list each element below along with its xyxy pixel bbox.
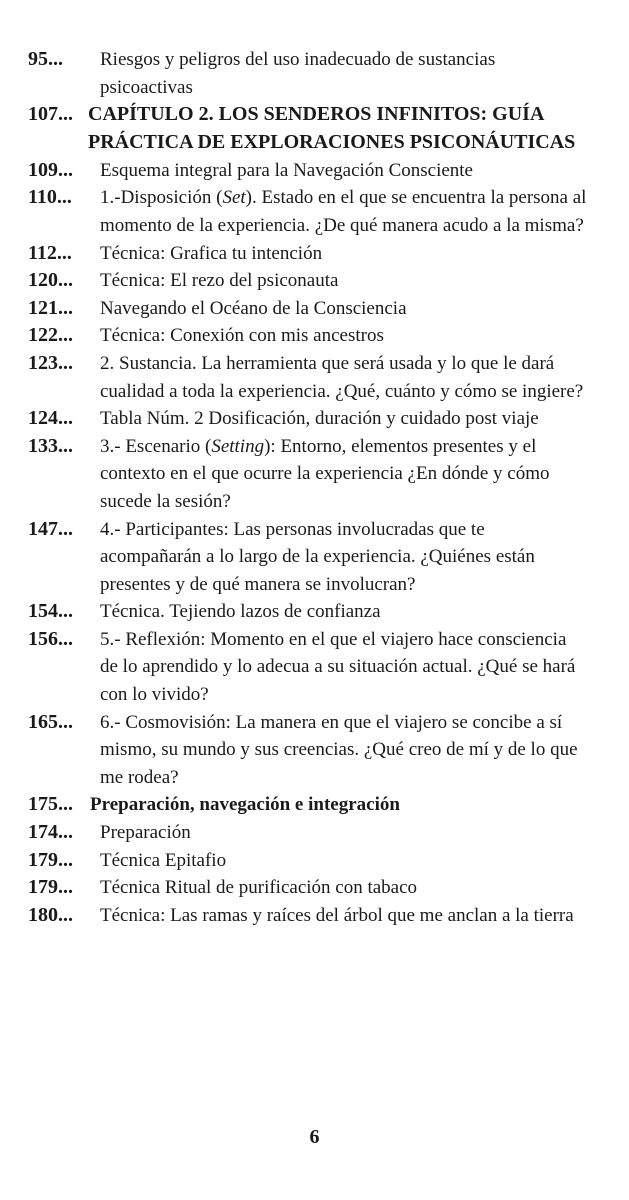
toc-entry [28,819,588,847]
toc-page-number: 124... [28,407,73,430]
toc-page-number: 123... [28,351,73,374]
toc-entry [28,350,588,405]
toc-entry [28,295,588,323]
toc-page-number: 95... [28,48,63,70]
toc-chapter-heading [28,101,588,157]
toc-page-number: 175... [28,793,73,816]
toc-entry-title: Técnica: Grafica tu intención [100,242,323,264]
toc-page-number: 133... [28,434,73,457]
toc-entry-title: Técnica: Conexión con mis ancestros [100,325,384,347]
toc-entry-title: Esquema integral para la Navegación Consciente [100,159,473,181]
toc-page-number: 112... [28,241,72,264]
toc-entry [28,516,588,599]
toc-entry [28,240,588,268]
toc-entry [28,184,588,239]
toc-entry-title: 6.- Cosmovisión: La manera en que el viajero se concibe a sí mismo, su mundo y sus creencias. ¿Qué creo de mí y de lo que me rodea? [100,711,578,788]
toc-entry-title: Técnica Epitafio [100,849,227,871]
toc-page-number: 120... [28,269,73,292]
toc-entry [28,433,588,516]
toc-page-number: 180... [28,903,73,926]
toc-entry [28,874,588,902]
toc-entry-title: 1.-Disposición (Set). Estado en el que se encuentra la persona al momento de la experiencia. ¿De qué manera acudo a la misma? [100,187,587,236]
table-of-contents [28,46,588,929]
toc-entry [28,322,588,350]
toc-entry-title: Técnica. Tejiendo lazos de confianza [100,601,381,623]
toc-entry [28,157,588,185]
toc-page-number: 147... [28,517,73,540]
toc-entry-title: Técnica Ritual de purificación con tabaco [100,877,418,899]
toc-page-number: 179... [28,876,73,899]
toc-entry-title: Navegando el Océano de la Consciencia [100,297,407,319]
toc-entry-title: Técnica: Las ramas y raíces del árbol que me anclan a la tierra [100,904,574,926]
toc-entry-title: Preparación, navegación e integración [90,794,400,816]
toc-entry-title: Riesgos y peligros del uso inadecuado de sustancias psicoactivas [100,49,496,98]
page-number: 6 [309,1126,320,1148]
toc-entry [28,267,588,295]
toc-entry [28,847,588,875]
toc-page-number: 107... [28,103,73,126]
toc-entry-title: 2. Sustancia. La herramienta que será usada y lo que le dará cualidad a toda la experiencia. ¿Qué, cuánto y cómo se ingiere? [100,352,584,402]
toc-page-number: 174... [28,821,73,844]
toc-entry-title: Preparación [100,822,191,844]
toc-entry-title: Tabla Núm. 2 Dosificación, duración y cuidado post viaje [100,408,539,430]
toc-page-number: 122... [28,324,73,347]
toc-entry-title: 4.- Participantes: Las personas involucradas que te acompañarán a lo largo de la experiencia. ¿Quiénes están presentes y de qué manera se involucran? [100,518,535,595]
toc-page-number: 109... [28,158,73,181]
toc-entry-title: Técnica: El rezo del psiconauta [100,270,339,292]
toc-entry-title: CAPÍTULO 2. LOS SENDEROS INFINITOS: GUÍA PRÁCTICA DE EXPLORACIONES PSICONÁUTICAS [88,103,576,153]
toc-entry [28,46,588,101]
toc-entry [28,902,588,930]
toc-entry [28,598,588,626]
toc-page-number: 165... [28,710,73,733]
toc-entry [28,405,588,433]
toc-page-number: 121... [28,296,73,319]
toc-entry [28,709,588,792]
toc-entry [28,626,588,709]
toc-page-number: 110... [28,186,72,209]
toc-entry-title: 5.- Reflexión: Momento en el que el viajero hace consciencia de lo aprendido y lo adecua a su situación actual. ¿Qué se hará con lo vivido? [100,628,576,706]
toc-page-number: 156... [28,627,73,650]
toc-entry-title: 3.- Escenario (Setting): Entorno, elementos presentes y el contexto en el que ocurre la experiencia ¿En dónde y cómo sucede la sesión? [100,435,550,512]
toc-page-number: 179... [28,848,73,871]
toc-section-heading [28,791,588,819]
toc-page-number: 154... [28,600,73,623]
